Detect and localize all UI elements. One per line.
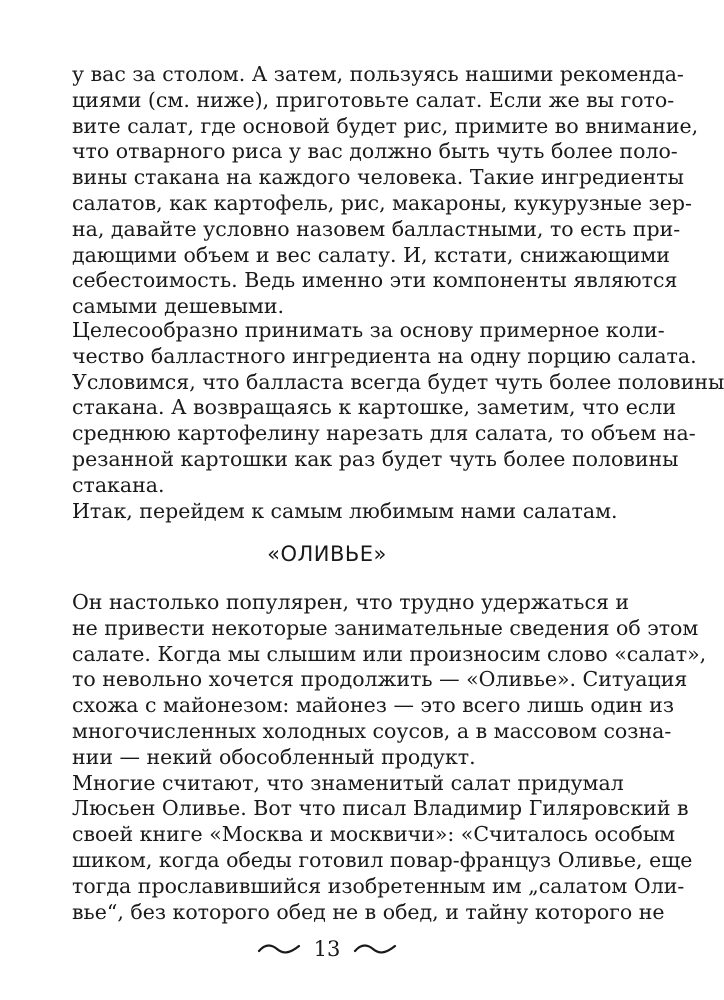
text-line: нии — некий обособленный продукт. xyxy=(72,744,476,769)
text-line: вье“, без которого обед не в обед, и тайну которого не xyxy=(72,899,665,924)
text-line: у вас за столом. А затем, пользуясь нашими рекоменда- xyxy=(72,62,684,86)
swash-left-icon xyxy=(257,942,301,956)
text-line: салатов, как картофель, рис, макароны, кукурузные зер- xyxy=(72,190,692,215)
page-number-footer xyxy=(0,934,654,962)
paragraph-olivier xyxy=(72,590,707,925)
text-line: тогда прославившийся изобретенным им „салатом Оли- xyxy=(72,873,685,898)
text-line: циями (см. ниже), приготовьте салат. Если же вы гото- xyxy=(72,87,675,112)
text-line: Условимся, что балласта всегда будет чуть более половины xyxy=(72,369,724,394)
text-line: чество балластного ингредиента на одну порцию салата. xyxy=(72,343,697,368)
section-heading: «ОЛИВЬЕ» xyxy=(267,542,387,566)
text-line: среднюю картофелину нарезать для салата, то объем на- xyxy=(72,421,696,446)
paragraph-intro xyxy=(72,62,699,320)
text-line: стакана. xyxy=(72,472,165,497)
text-line: дающими объем и вес салату. И, кстати, снижающими xyxy=(72,242,670,267)
text-line: салате. Когда мы слышим или произносим слово «салат», xyxy=(72,641,707,666)
text-line: самыми дешевыми. xyxy=(72,294,285,319)
text-line-content: Целесообразно принимать за основу примерное коли- xyxy=(72,318,665,342)
text-line: Люсьен Оливье. Вот что писал Владимир Гиляровский в xyxy=(72,796,689,821)
text-line: шиком, когда обеды готовил повар-француз Оливье, еще xyxy=(72,847,693,872)
paragraph-ballast xyxy=(72,318,724,524)
text-line: резанной картошки как раз будет чуть более половины xyxy=(72,446,679,471)
text-line: Итак, перейдем к самым любимым нами салатам. xyxy=(72,498,618,523)
page-number: 13 xyxy=(313,936,341,961)
text-line: на, давайте условно назовем балластными, то есть при- xyxy=(72,216,681,241)
text-line: стакана. А возвращаясь к картошке, заметим, что если xyxy=(72,395,677,420)
text-line: не привести некоторые занимательные сведения об этом xyxy=(72,615,699,640)
text-line: Он настолько популярен, что трудно удержаться и xyxy=(72,590,630,614)
text-line: себестоимость. Ведь именно эти компоненты являются xyxy=(72,268,678,293)
text-line: Многие считают, что знаменитый салат придумал xyxy=(72,770,624,795)
text-line: вины стакана на каждого человека. Такие ингредиенты xyxy=(72,165,684,190)
text-line: своей книге «Москва и москвичи»: «Считалось особым xyxy=(72,822,676,847)
text-line: что отварного риса у вас должно быть чуть более поло- xyxy=(72,139,678,164)
text-line: то невольно хочется продолжить — «Оливье». Ситуация xyxy=(72,667,688,692)
swash-right-icon xyxy=(353,942,397,956)
text-line: схожа с майонезом: майонез — это всего лишь один из xyxy=(72,693,675,718)
text-line: вите салат, где основой будет рис, примите во внимание, xyxy=(72,113,699,138)
text-line: многочисленных холодных соусов, а в массовом созна- xyxy=(72,718,672,743)
text-line xyxy=(72,318,665,344)
